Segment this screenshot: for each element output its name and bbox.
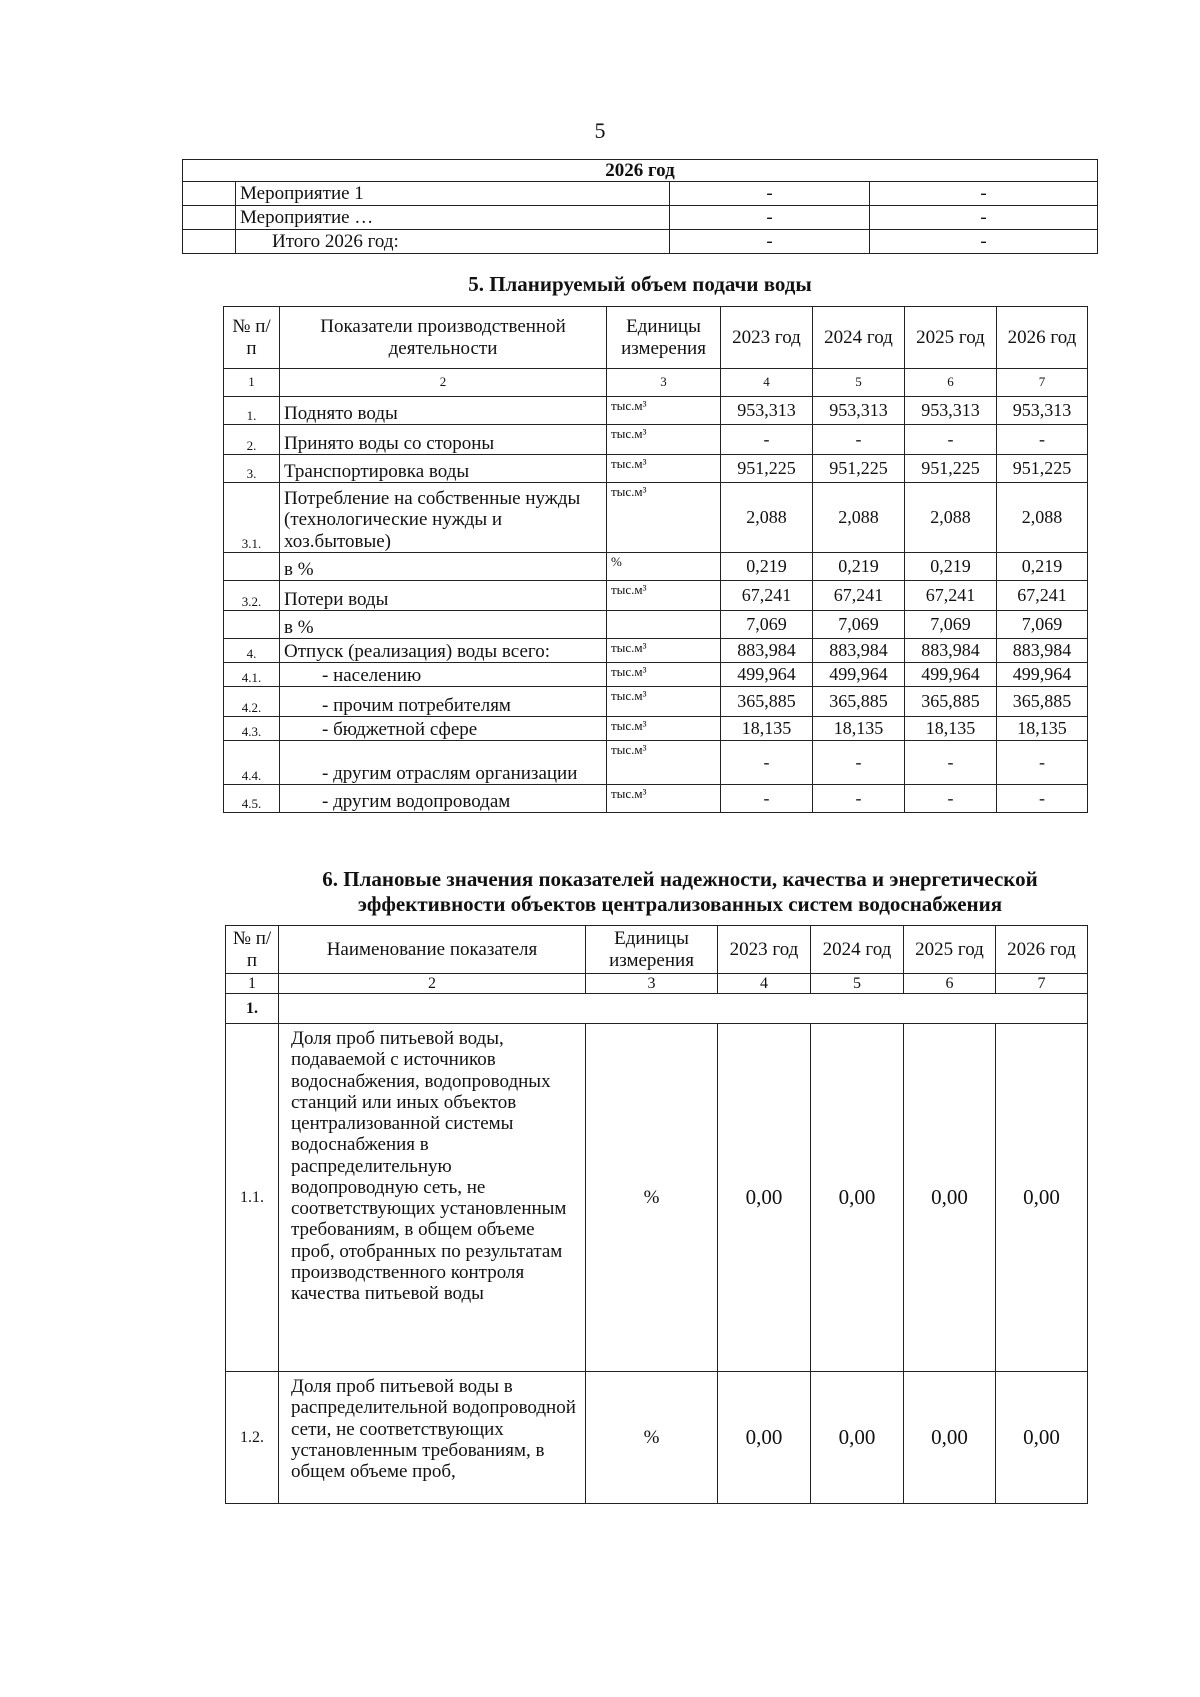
row-number: 4.3. (224, 717, 280, 741)
page-number: 5 (594, 118, 606, 143)
value-cell: 951,225 (721, 455, 813, 483)
value-cell: - (813, 425, 905, 455)
table-row (224, 663, 1088, 687)
indicator-name: в % (280, 611, 607, 639)
col-header-num: № п/п (226, 926, 279, 974)
value-cell: - (905, 785, 997, 813)
col-header-2025: 2025 год (905, 307, 997, 369)
indicator-name: Принято воды со стороны (280, 425, 607, 455)
value-cell: 7,069 (721, 611, 813, 639)
value-cell: 953,313 (813, 397, 905, 425)
row-number: 1.1. (226, 1024, 279, 1372)
value-cell: 499,964 (813, 663, 905, 687)
value-cell: - (905, 741, 997, 785)
reliability-indicators-table (225, 925, 1088, 1504)
indicator-name: Транспортировка воды (280, 455, 607, 483)
col-number: 3 (586, 974, 718, 994)
value-cell: - (721, 425, 813, 455)
value-cell: - (905, 425, 997, 455)
value-cell: 953,313 (997, 397, 1088, 425)
col-header-2024: 2024 год (813, 307, 905, 369)
value-cell: 67,241 (905, 581, 997, 611)
value-cell: 499,964 (905, 663, 997, 687)
col-number: 2 (279, 974, 586, 994)
value-cell: 0,00 (904, 1372, 996, 1504)
row-number: 4.1. (224, 663, 280, 687)
section5-title: 5. Планируемый объем подачи воды (468, 272, 812, 296)
value-cell: 2,088 (905, 483, 997, 553)
table-row (226, 1024, 1088, 1372)
col-number: 6 (904, 974, 996, 994)
value-cell: - (813, 785, 905, 813)
indicator-name: Потребление на собственные нужды (технологические нужды и хоз.бытовые) (280, 483, 607, 553)
value-cell: - (721, 785, 813, 813)
row-number: 2. (224, 425, 280, 455)
event-1-value-b: - (870, 182, 1098, 206)
row-number (224, 553, 280, 581)
col-number: 5 (811, 974, 904, 994)
indicator-name: Доля проб питьевой воды, подаваемой с источников водоснабжения, водопроводных станций или иных объектов централизованной системы водоснабжения в распределительную водопроводную сеть, не соответствующих установленным требованиям, в общем объеме проб, отобранных по результатам производственного контроля качества питьевой воды (279, 1024, 586, 1372)
table-row (226, 1372, 1088, 1504)
value-cell: 0,00 (996, 1024, 1088, 1372)
event-1-label: Мероприятие 1 (236, 182, 670, 206)
col-number: 5 (813, 369, 905, 397)
row-number: 4. (224, 639, 280, 663)
indicator-name: Поднято воды (280, 397, 607, 425)
col-header-unit: Единицы измерения (586, 926, 718, 974)
table-row (224, 553, 1088, 581)
value-cell: 953,313 (721, 397, 813, 425)
unit: тыс.м³ (607, 425, 721, 455)
value-cell: 7,069 (813, 611, 905, 639)
col-number: 6 (905, 369, 997, 397)
table-row (224, 741, 1088, 785)
group-row (226, 994, 1088, 1024)
value-cell: 365,885 (905, 687, 997, 717)
table-row (224, 687, 1088, 717)
value-cell: 0,219 (721, 553, 813, 581)
unit: % (586, 1024, 718, 1372)
event-1-value-a: - (670, 182, 870, 206)
indicator-name: - бюджетной сфере (280, 717, 607, 741)
col-header-2026: 2026 год (996, 926, 1088, 974)
value-cell: 951,225 (997, 455, 1088, 483)
row-number: 3. (224, 455, 280, 483)
event-n-label: Мероприятие … (236, 206, 670, 230)
row-number: 4.2. (224, 687, 280, 717)
total-2026-label: Итого 2026 год: (236, 230, 670, 254)
table-row (224, 425, 1088, 455)
col-header-2024: 2024 год (811, 926, 904, 974)
table-row (224, 397, 1088, 425)
value-cell: 18,135 (905, 717, 997, 741)
col-header-num: № п/п (224, 307, 280, 369)
unit: тыс.м³ (607, 717, 721, 741)
value-cell: 0,00 (718, 1372, 811, 1504)
value-cell: 67,241 (721, 581, 813, 611)
col-number: 7 (997, 369, 1088, 397)
col-header-2023: 2023 год (721, 307, 813, 369)
unit: тыс.м³ (607, 639, 721, 663)
table-header-row (226, 926, 1088, 974)
col-number: 3 (607, 369, 721, 397)
col-number: 7 (996, 974, 1088, 994)
value-cell: 883,984 (997, 639, 1088, 663)
col-header-indicator: Показатели производственной деятельности (280, 307, 607, 369)
value-cell: - (997, 785, 1088, 813)
row-number: 3.1. (224, 483, 280, 553)
unit: тыс.м³ (607, 581, 721, 611)
unit: тыс.м³ (607, 455, 721, 483)
value-cell: 7,069 (997, 611, 1088, 639)
col-number: 2 (280, 369, 607, 397)
value-cell: 0,219 (813, 553, 905, 581)
group-number: 1. (226, 994, 279, 1024)
unit: тыс.м³ (607, 785, 721, 813)
col-number: 4 (718, 974, 811, 994)
value-cell: 883,984 (721, 639, 813, 663)
value-cell: 499,964 (721, 663, 813, 687)
value-cell: 0,00 (811, 1024, 904, 1372)
indicator-name: - прочим потребителям (280, 687, 607, 717)
table-row (224, 785, 1088, 813)
table-row (183, 182, 1098, 206)
unit: тыс.м³ (607, 397, 721, 425)
table-row (224, 581, 1088, 611)
year-2026-header: 2026 год (183, 160, 1098, 182)
value-cell: 2,088 (997, 483, 1088, 553)
unit: тыс.м³ (607, 687, 721, 717)
col-header-unit: Единицы измерения (607, 307, 721, 369)
col-header-2025: 2025 год (904, 926, 996, 974)
indicator-name: Отпуск (реализация) воды всего: (280, 639, 607, 663)
value-cell: 18,135 (997, 717, 1088, 741)
value-cell: 365,885 (721, 687, 813, 717)
value-cell: 365,885 (813, 687, 905, 717)
total-2026-value-a: - (670, 230, 870, 254)
col-header-2023: 2023 год (718, 926, 811, 974)
unit: тыс.м³ (607, 741, 721, 785)
event-n-value-b: - (870, 206, 1098, 230)
value-cell: 2,088 (721, 483, 813, 553)
value-cell: 67,241 (997, 581, 1088, 611)
value-cell: 953,313 (905, 397, 997, 425)
value-cell: 0,00 (811, 1372, 904, 1504)
value-cell: 0,00 (996, 1372, 1088, 1504)
row-number: 4.5. (224, 785, 280, 813)
table-row (224, 611, 1088, 639)
indicator-name: - другим отраслям организации (280, 741, 607, 785)
value-cell: - (721, 741, 813, 785)
indicator-name: в % (280, 553, 607, 581)
unit (607, 611, 721, 639)
value-cell: 951,225 (813, 455, 905, 483)
row-number: 1.2. (226, 1372, 279, 1504)
col-header-2026: 2026 год (997, 307, 1088, 369)
value-cell: 2,088 (813, 483, 905, 553)
table-row (224, 483, 1088, 553)
total-2026-value-b: - (870, 230, 1098, 254)
col-header-indicator-name: Наименование показателя (279, 926, 586, 974)
indicator-name: Доля проб питьевой воды в распределительной водопроводной сети, не соответствующих установленным требованиям, в общем объеме проб, (279, 1372, 586, 1504)
section6-title-line1: 6. Плановые значения показателей надежности, качества и энергетической (322, 867, 1038, 891)
table-2026 (182, 159, 1098, 254)
col-number: 1 (224, 369, 280, 397)
value-cell: 0,219 (905, 553, 997, 581)
value-cell: 67,241 (813, 581, 905, 611)
value-cell: 365,885 (997, 687, 1088, 717)
col-number: 1 (226, 974, 279, 994)
value-cell: 0,00 (718, 1024, 811, 1372)
col-number-row (224, 369, 1088, 397)
value-cell: 883,984 (813, 639, 905, 663)
row-number: 3.2. (224, 581, 280, 611)
unit: тыс.м³ (607, 663, 721, 687)
value-cell: 0,219 (997, 553, 1088, 581)
indicator-name: Потери воды (280, 581, 607, 611)
value-cell: 883,984 (905, 639, 997, 663)
value-cell: 499,964 (997, 663, 1088, 687)
section6-title-line2: эффективности объектов централизованных систем водоснабжения (357, 892, 1003, 916)
table-header-row (224, 307, 1088, 369)
table-row (224, 639, 1088, 663)
value-cell: 951,225 (905, 455, 997, 483)
water-supply-table (223, 306, 1088, 813)
row-number: 1. (224, 397, 280, 425)
value-cell: - (813, 741, 905, 785)
table-row (224, 455, 1088, 483)
col-number: 4 (721, 369, 813, 397)
value-cell: - (997, 425, 1088, 455)
unit: % (586, 1372, 718, 1504)
value-cell: 18,135 (813, 717, 905, 741)
value-cell: - (997, 741, 1088, 785)
indicator-name: - другим водопроводам (280, 785, 607, 813)
unit: % (607, 553, 721, 581)
indicator-name: - населению (280, 663, 607, 687)
row-number (224, 611, 280, 639)
event-n-value-a: - (670, 206, 870, 230)
value-cell: 0,00 (904, 1024, 996, 1372)
col-number-row (226, 974, 1088, 994)
row-number: 4.4. (224, 741, 280, 785)
value-cell: 18,135 (721, 717, 813, 741)
value-cell: 7,069 (905, 611, 997, 639)
table-row (224, 717, 1088, 741)
unit: тыс.м³ (607, 483, 721, 553)
table-row (183, 230, 1098, 254)
table-row (183, 206, 1098, 230)
